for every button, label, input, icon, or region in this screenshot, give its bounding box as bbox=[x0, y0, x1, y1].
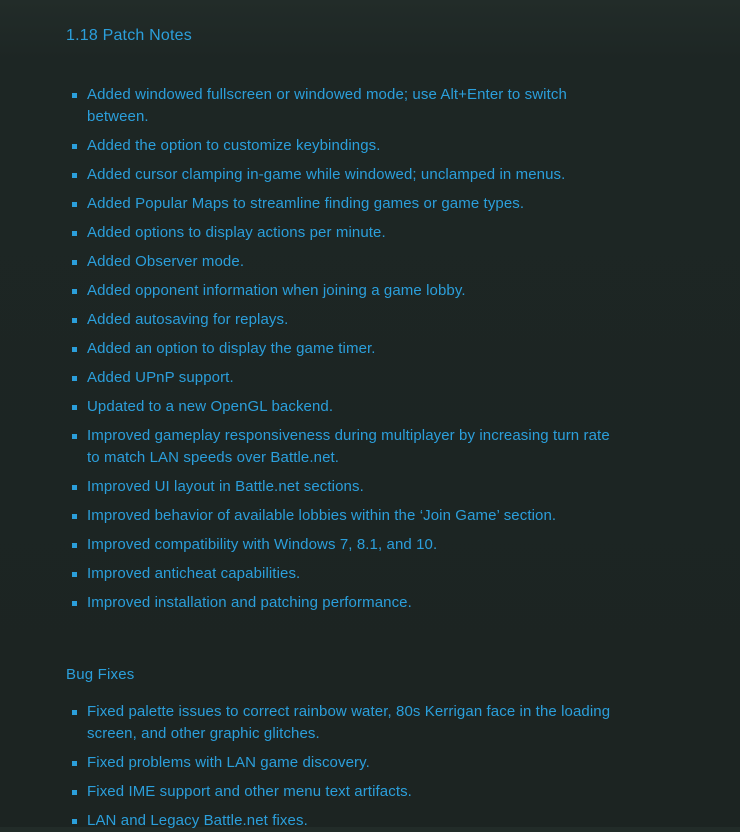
list-item bbox=[66, 505, 614, 527]
list-item-text: Added Popular Maps to streamline finding games or game types. bbox=[87, 195, 525, 212]
list-item-text: Improved compatibility with Windows 7, 8.1, and 10. bbox=[87, 536, 438, 553]
bullet-square-icon bbox=[72, 572, 77, 577]
list-item bbox=[66, 425, 614, 469]
list-item-text: Improved anticheat capabilities. bbox=[87, 565, 301, 582]
list-item-text: Added opponent information when joining a game lobby. bbox=[87, 282, 466, 299]
list-item bbox=[66, 701, 614, 745]
bullet-square-icon bbox=[72, 405, 77, 410]
bullet-square-icon bbox=[72, 790, 77, 795]
list-item bbox=[66, 592, 614, 614]
list-item bbox=[66, 534, 614, 556]
bullet-square-icon bbox=[72, 93, 77, 98]
bullet-square-icon bbox=[72, 231, 77, 236]
list-item-text: Added options to display actions per minute. bbox=[87, 224, 386, 241]
page-title: 1.18 Patch Notes bbox=[66, 27, 192, 44]
list-item-text: Improved behavior of available lobbies within the ‘Join Game’ section. bbox=[87, 507, 557, 524]
list-item bbox=[66, 84, 614, 128]
list-item-text: Improved UI layout in Battle.net sections. bbox=[87, 478, 364, 495]
list-item-text: Improved installation and patching performance. bbox=[87, 594, 412, 611]
list-item-text: Added Observer mode. bbox=[87, 253, 245, 270]
bullet-square-icon bbox=[72, 761, 77, 766]
list-item-text: Added UPnP support. bbox=[87, 369, 234, 386]
list-item-text: Improved gameplay responsiveness during multiplayer by increasing turn rate to match LAN speeds over Battle.net. bbox=[87, 427, 610, 466]
bullet-square-icon bbox=[72, 289, 77, 294]
list-item bbox=[66, 781, 614, 803]
bullet-square-icon bbox=[72, 173, 77, 178]
list-item bbox=[66, 251, 614, 273]
list-item-text: Updated to a new OpenGL backend. bbox=[87, 398, 334, 415]
list-item-text: Added an option to display the game timer. bbox=[87, 340, 376, 357]
list-item-text: Added autosaving for replays. bbox=[87, 311, 289, 328]
bullet-square-icon bbox=[72, 543, 77, 548]
list-item-text: Fixed palette issues to correct rainbow water, 80s Kerrigan face in the loading screen, and other graphic glitches. bbox=[87, 703, 611, 742]
bullet-square-icon bbox=[72, 710, 77, 715]
list-item-text: Added windowed fullscreen or windowed mode; use Alt+Enter to switch between. bbox=[87, 86, 567, 125]
list-item bbox=[66, 193, 614, 215]
bullet-square-icon bbox=[72, 434, 77, 439]
bullet-square-icon bbox=[72, 601, 77, 606]
bug-fixes-heading: Bug Fixes bbox=[66, 666, 135, 683]
bullet-square-icon bbox=[72, 376, 77, 381]
bullet-square-icon bbox=[72, 347, 77, 352]
bug-fixes-list bbox=[66, 701, 614, 832]
list-item bbox=[66, 309, 614, 331]
list-item bbox=[66, 752, 614, 774]
bullet-square-icon bbox=[72, 485, 77, 490]
bullet-square-icon bbox=[72, 819, 77, 824]
bullet-square-icon bbox=[72, 514, 77, 519]
list-item bbox=[66, 810, 614, 832]
list-item bbox=[66, 563, 614, 585]
list-item-text: Added cursor clamping in-game while windowed; unclamped in menus. bbox=[87, 166, 566, 183]
list-item-text: Added the option to customize keybindings. bbox=[87, 137, 381, 154]
list-item bbox=[66, 476, 614, 498]
list-item bbox=[66, 135, 614, 157]
list-item bbox=[66, 222, 614, 244]
list-item bbox=[66, 280, 614, 302]
list-item bbox=[66, 164, 614, 186]
list-item bbox=[66, 338, 614, 360]
bullet-square-icon bbox=[72, 260, 77, 265]
bullet-square-icon bbox=[72, 318, 77, 323]
bullet-square-icon bbox=[72, 202, 77, 207]
list-item-text: Fixed IME support and other menu text artifacts. bbox=[87, 783, 412, 800]
list-item-text: Fixed problems with LAN game discovery. bbox=[87, 754, 370, 771]
changes-list bbox=[66, 84, 614, 614]
list-item-text: LAN and Legacy Battle.net fixes. bbox=[87, 812, 308, 829]
list-item bbox=[66, 367, 614, 389]
bullet-square-icon bbox=[72, 144, 77, 149]
list-item bbox=[66, 396, 614, 418]
